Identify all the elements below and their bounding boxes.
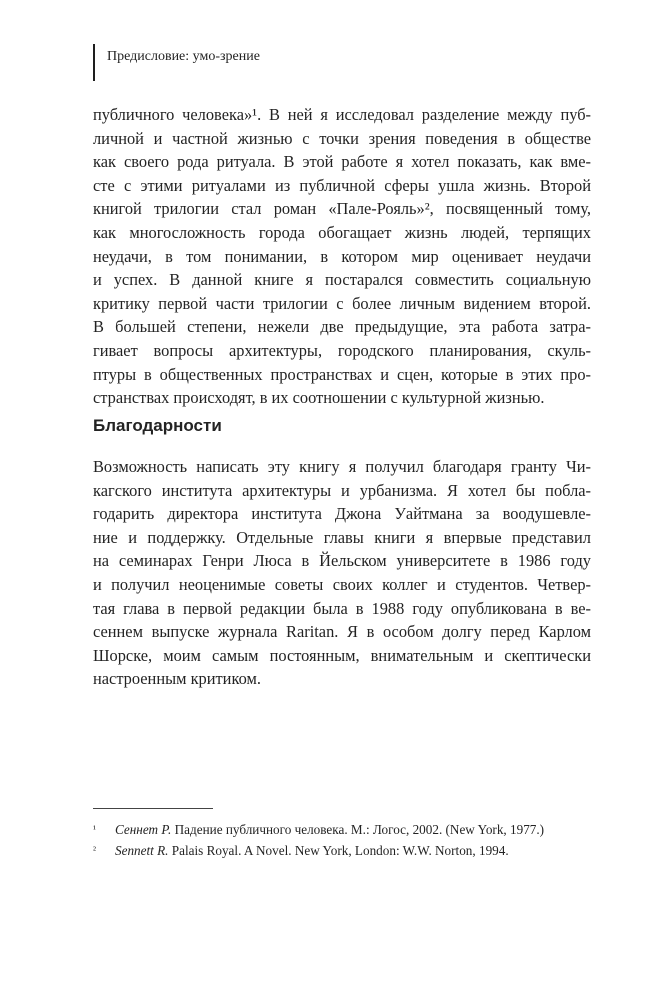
text-line: на семинарах Генри Люса в Йельском университете в 1986 году bbox=[93, 551, 591, 571]
header-rule bbox=[93, 44, 95, 81]
footnote-mark: ¹ bbox=[93, 824, 96, 835]
text-line: критику первой части трилогии с более личным видением второй. bbox=[93, 293, 591, 313]
text-line: сеннем выпуске журнала Raritan. Я в особом долгу перед Карлом bbox=[93, 622, 591, 642]
section-heading: Благодарности bbox=[93, 416, 222, 435]
text-line: и успех. В данной книге я постарался совместить социальную bbox=[93, 270, 591, 290]
text-line: тая глава в первой редакции была в 1988 году опубликована в ве- bbox=[93, 598, 591, 618]
text-line: В большей степени, нежели две предыдущие, эта работа затра- bbox=[93, 317, 591, 337]
running-head: Предисловие: умо-зрение bbox=[107, 49, 260, 64]
footnotes bbox=[93, 819, 613, 861]
footnote-mark: ² bbox=[93, 845, 96, 856]
text-line: птуры в общественных пространствах и сцен, которые в этих про- bbox=[93, 364, 591, 384]
footnote-text: Palais Royal. A Novel. New York, London: W.W. Norton, 1994. bbox=[168, 843, 509, 858]
text-line: кагского института архитектуры и урбанизма. Я хотел бы побла- bbox=[93, 480, 591, 500]
text-line: и получил неоценимые советы своих коллег и студентов. Четвер- bbox=[93, 574, 591, 594]
text-line: настроенным критиком. bbox=[93, 669, 261, 689]
text-line: как своего рода ритуала. В этой работе я хотел показать, как вме- bbox=[93, 152, 591, 172]
text-line: личной и частной жизнью с точки зрения поведения в обществе bbox=[93, 128, 591, 148]
text-line: неудачи, в том понимании, в котором мир оценивает неудачи bbox=[93, 246, 591, 266]
text-line: годарить директора института Джона Уайтмана за воодушевле- bbox=[93, 504, 591, 524]
text-line: странствах происходят, в их соотношении с культурной жизнью. bbox=[93, 388, 545, 408]
footnote-author: Сеннет Р. bbox=[115, 822, 172, 837]
footnote-rule bbox=[93, 808, 213, 809]
text-line: сте с этими ритуалами из публичной сферы ушла жизнь. Второй bbox=[93, 175, 591, 195]
footnote-2 bbox=[93, 840, 613, 861]
footnote-text: Падение публичного человека. М.: Логос, 2002. (New York, 1977.) bbox=[171, 822, 545, 837]
footnote-author: Sennett R. bbox=[115, 843, 169, 858]
acknowledgements-paragraph bbox=[93, 455, 591, 691]
text-line: Шорске, моим самым постоянным, внимательным и скептически bbox=[93, 645, 591, 665]
text-line: гивает вопросы архитектуры, городского планирования, скуль- bbox=[93, 340, 591, 360]
text-line: Возможность написать эту книгу я получил благодаря гранту Чи- bbox=[93, 457, 591, 476]
text-line: как многосложность города обогащает жизнь людей, терпящих bbox=[93, 222, 591, 242]
intro-paragraph bbox=[93, 103, 591, 410]
text-line: книгой трилогии стал роман «Пале-Рояль»², посвященный тому, bbox=[93, 199, 591, 219]
footnote-1 bbox=[93, 819, 613, 840]
text-line: ние и поддержку. Отдельные главы книги я впервые представил bbox=[93, 527, 591, 547]
text-line: публичного человека»¹. В ней я исследовал разделение между пуб- bbox=[93, 105, 591, 124]
